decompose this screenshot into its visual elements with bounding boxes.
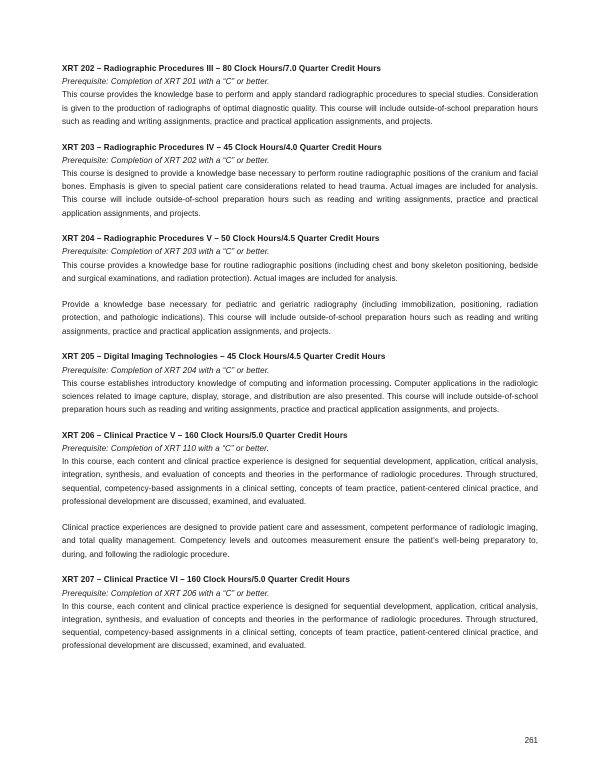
course-description-paragraph: In this course, each content and clinical practice experience is designed for sequential development, application, critical analysis, integration, synthesis, and evaluation of concepts and theories in the performance of radiologic procedures. Through structured, sequential, competency-based assignments in a clinical setting, concepts of team practice, patient-centered clinical practice, and professional development are discussed, examined, and evaluated. bbox=[62, 601, 538, 651]
course-entry-xrt-206 bbox=[62, 429, 538, 561]
course-prerequisite: Prerequisite: Completion of XRT 201 with a “C” or better. bbox=[62, 77, 270, 87]
course-title: XRT 206 – Clinical Practice V – 160 Clock Hours/5.0 Quarter Credit Hours bbox=[62, 430, 348, 440]
course-description-paragraph: This course provides the knowledge base to perform and apply standard radiographic procedures to special studies. Consideration is given to the production of radiographs of optimal diagnostic quality. This course will include outside-of-school preparation hours such as reading and writing assignments, practice and practical application assignments, and projects. bbox=[62, 90, 538, 126]
course-description-paragraph: In this course, each content and clinical practice experience is designed for sequential development, application, critical analysis, integration, synthesis, and evaluation of concepts and theories in the performance of radiologic procedures. Through structured, sequential, competency-based assignments in a clinical setting, concepts of team practice, patient-centered clinical practice, and professional development are discussed, examined, and evaluated. bbox=[62, 457, 538, 506]
course-description-paragraph: This course establishes introductory knowledge of computing and information processing. Computer applications in the radiologic sciences related to image capture, display, storage, and distribution are also presented. This course will include outside-of-school preparation hours such as reading and writing assignments, practice and practical application assignments, and projects. bbox=[62, 378, 538, 415]
course-prerequisite: Prerequisite: Completion of XRT 202 with a “C” or better. bbox=[62, 155, 270, 165]
course-description-paragraph: Clinical practice experiences are designed to provide patient care and assessment, competent performance of radiologic imaging, and total quality management. Competency levels and outcomes measurement ensure the patient’s well-being preparatory to, during, and following the radiologic procedure. bbox=[62, 523, 538, 559]
course-title: XRT 205 – Digital Imaging Technologies – 45 Clock Hours/4.5 Quarter Credit Hours bbox=[62, 352, 386, 362]
page-content bbox=[62, 62, 538, 653]
course-description-paragraph: This course is designed to provide a knowledge base necessary to perform routine radiographic positions of the cranium and facial bones. Emphasis is given to special patient care considerations related to head trauma. Actual images are included for analysis. This course will include outside-of-school preparation hours such as reading and writing assignments, practice and practical application assignments, and projects. bbox=[62, 168, 538, 218]
course-entry-xrt-205 bbox=[62, 350, 538, 416]
course-title: XRT 207 – Clinical Practice VI – 160 Clock Hours/5.0 Quarter Credit Hours bbox=[62, 575, 350, 585]
course-prerequisite: Prerequisite: Completion of XRT 110 with a “C” or better. bbox=[62, 444, 269, 454]
course-title: XRT 202 – Radiographic Procedures III – 80 Clock Hours/7.0 Quarter Credit Hours bbox=[62, 64, 382, 73]
course-prerequisite: Prerequisite: Completion of XRT 204 with a “C” or better. bbox=[62, 365, 270, 375]
course-prerequisite: Prerequisite: Completion of XRT 203 with a “C” or better. bbox=[62, 247, 270, 257]
course-description-paragraph: Provide a knowledge base necessary for pediatric and geriatric radiography (including immobilization, positioning, radiation protection, and pathologic indications). This course will include outside-of-school preparation hours such as reading and writing assignments, practice and practical application assignments, and projects. bbox=[62, 300, 538, 336]
course-title: XRT 204 – Radiographic Procedures V – 50 Clock Hours/4.5 Quarter Credit Hours bbox=[62, 234, 380, 244]
course-entry-xrt-203 bbox=[62, 141, 538, 220]
course-entry-xrt-207 bbox=[62, 573, 538, 652]
course-prerequisite: Prerequisite: Completion of XRT 206 with a “C” or better. bbox=[62, 588, 270, 598]
course-entry-xrt-204 bbox=[62, 232, 538, 338]
page-number: 261 bbox=[524, 736, 538, 745]
course-title: XRT 203 – Radiographic Procedures IV – 45 Clock Hours/4.0 Quarter Credit Hours bbox=[62, 142, 382, 152]
course-description-paragraph: This course provides a knowledge base for routine radiographic positions (including chest and bony skeleton positioning, bedside and surgical examinations, and radiation protection). Actual images are included for analysis. bbox=[62, 260, 538, 283]
course-entry-xrt-202 bbox=[62, 62, 538, 128]
